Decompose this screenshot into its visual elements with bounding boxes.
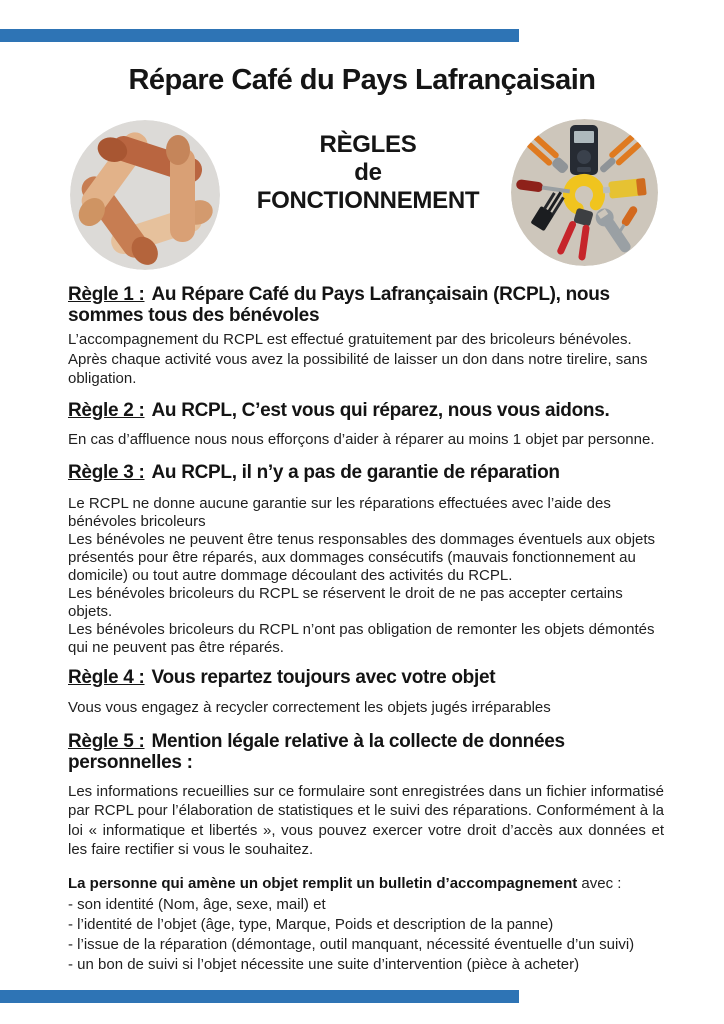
rule-2-section <box>68 400 664 450</box>
rule-3-paragraph: Les bénévoles bricoleurs du RCPL n’ont pas obligation de remonter les objets démontés qui ne peuvent pas être réparés. <box>68 621 655 656</box>
rule-5-title: Mention légale relative à la collecte de données personnelles : <box>68 730 565 773</box>
tools-circle-photo <box>511 119 658 266</box>
top-accent-bar <box>0 29 519 42</box>
page-title: Répare Café du Pays Lafrançaisain <box>128 64 596 96</box>
rule-5-label: Règle 5 : <box>68 730 145 752</box>
rule-3-body <box>68 495 664 657</box>
rule-4-section <box>68 667 664 718</box>
hands-photo-illustration <box>70 120 220 270</box>
rule-4-paragraph: Vous vous engagez à recycler correctement les objets jugés irréparables <box>68 699 551 716</box>
hands-circle-photo <box>70 120 220 270</box>
rule-1-label: Règle 1 : <box>68 284 145 305</box>
rules-content <box>68 284 664 975</box>
rule-3-paragraph: Les bénévoles ne peuvent être tenus responsables des dommages éventuels aux objets présentés pour être réparés, aux dommages consécutifs (mauvais fonctionnement au domicile) ou tout autre dommage découlant des activités du RCPL. <box>68 531 656 584</box>
rule-1-heading <box>68 284 664 326</box>
rule-2-title: Au RCPL, C’est vous qui réparez, nous vous aidons. <box>151 399 610 421</box>
rule-1-section <box>68 284 664 389</box>
rule-2-paragraph: En cas d’affluence nous nous efforçons d’aider à réparer au moins 1 objet par personne. <box>68 430 655 448</box>
rule-1-paragraph: L’accompagnement du RCPL est effectué gratuitement par des bricoleurs bénévoles. <box>68 331 632 348</box>
rule-3-heading <box>68 462 664 483</box>
rule-1-title: Au Répare Café du Pays Lafrançaisain (RCPL), nous sommes tous des bénévoles <box>68 284 610 326</box>
subtitle-line-de: de <box>354 159 382 186</box>
rule-3-paragraph: Les bénévoles bricoleurs du RCPL se réservent le droit de ne pas accepter certains objets. <box>68 585 623 620</box>
bulletin-lead-bold: La personne qui amène un objet remplit un bulletin d’accompagnement <box>68 874 578 892</box>
tools-photo-illustration <box>511 119 658 266</box>
rule-1-body <box>68 330 664 389</box>
rule-4-body <box>68 698 664 718</box>
rule-3-label: Règle 3 : <box>68 462 145 483</box>
rule-3-section <box>68 462 664 657</box>
rule-5-heading <box>68 731 664 773</box>
rule-5-body <box>68 782 664 860</box>
bulletin-lead-rest: avec : <box>577 874 622 892</box>
rule-4-heading <box>68 667 664 688</box>
rule-5-paragraph: Les informations recueillies sur ce formulaire sont enregistrées dans un fichier informatisé par RCPL pour l’élaboration de statistiques et le suivi des réparations. Conformément à la loi « informatique et libertés », vous pouvez exercer votre droit d’accès aux données et les faire rectifier si vous le souhaitez. <box>68 782 664 858</box>
bulletin-list-item: - un bon de suivi si l’objet nécessite une suite d’intervention (pièce à acheter) <box>68 955 580 973</box>
rules-subtitle <box>248 131 488 215</box>
rule-2-heading <box>68 400 664 421</box>
rule-3-paragraph: Le RCPL ne donne aucune garantie sur les réparations effectuées avec l’aide des bénévoles bricoleurs <box>68 495 611 530</box>
bulletin-section <box>68 874 664 975</box>
multimeter-tool <box>570 125 598 175</box>
subtitle-line-regles: RÈGLES <box>319 131 417 158</box>
subtitle-line-fonctionnement: FONCTIONNEMENT <box>256 187 480 214</box>
rule-2-body <box>68 430 664 450</box>
bulletin-lead <box>68 874 664 894</box>
rule-4-title: Vous repartez toujours avec votre objet <box>151 667 496 688</box>
rule-5-section <box>68 731 664 860</box>
bulletin-list-item: - son identité (Nom, âge, sexe, mail) et <box>68 895 326 913</box>
bulletin-list-item: - l’issue de la réparation (démontage, outil manquant, nécessité éventuelle d’un suivi) <box>68 935 635 953</box>
rule-4-label: Règle 4 : <box>68 667 145 688</box>
rule-3-title: Au RCPL, il n’y a pas de garantie de réparation <box>151 462 560 483</box>
bulletin-list-item: - l’identité de l’objet (âge, type, Marque, Poids et description de la panne) <box>68 915 554 933</box>
rule-2-label: Règle 2 : <box>68 399 145 421</box>
rule-1-paragraph: Après chaque activité vous avez la possibilité de laisser un don dans notre tirelire, sans obligation. <box>68 350 648 387</box>
bottom-accent-bar <box>0 990 519 1003</box>
